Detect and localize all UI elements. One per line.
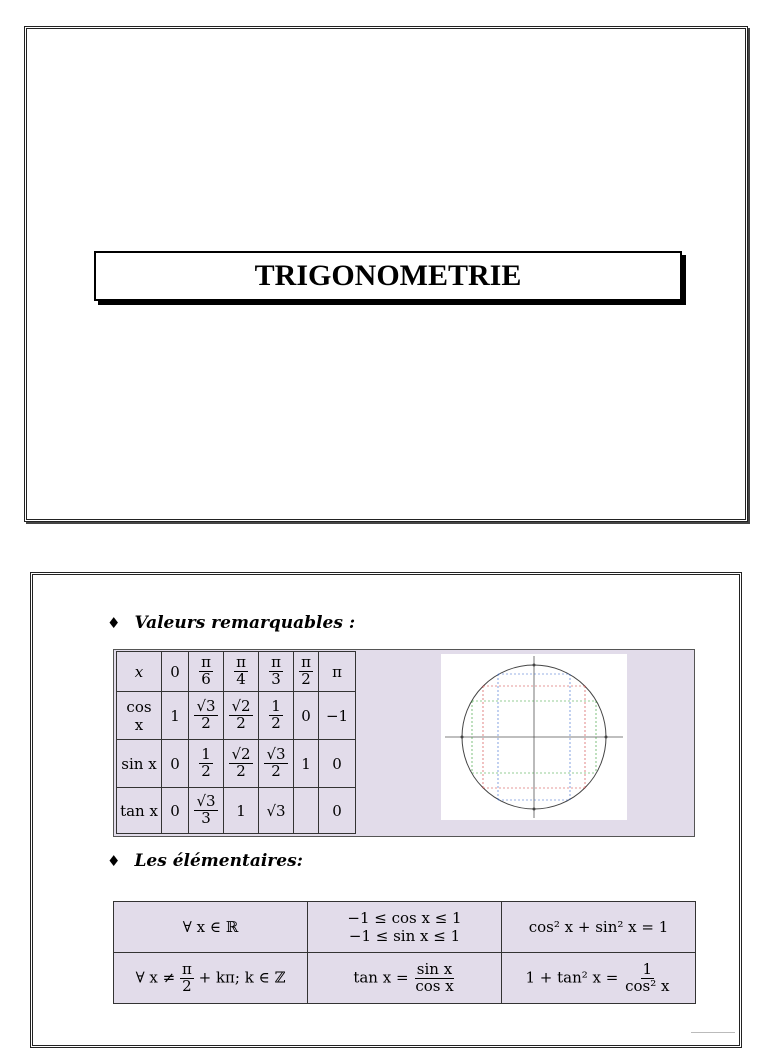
table-row <box>117 652 356 692</box>
table-cell: $\frac{1}{2}$ <box>189 740 224 788</box>
table-cell: $\frac{\pi}{4}$ <box>224 652 259 692</box>
table-cell: ∀ x ≠ $\frac{\pi}{2}$ + kπ; k ∈ ℤ <box>114 953 308 1004</box>
bound-sin: −1 ≤ sin x ≤ 1 <box>348 927 461 945</box>
diamond-bullet-icon: ♦ <box>107 852 121 870</box>
elementary-heading <box>107 851 303 871</box>
table-cell: $\frac{\pi}{6}$ <box>189 652 224 692</box>
table-row <box>114 953 696 1004</box>
table-cell: $\frac{√3}{2}$ <box>259 740 294 788</box>
unit-circle-figure <box>441 654 627 820</box>
corner-mark <box>691 1032 735 1043</box>
table-row <box>117 692 356 740</box>
table-cell <box>294 788 319 834</box>
title-page <box>24 26 748 522</box>
table-cell: 1 <box>162 692 189 740</box>
row-header-cos: cos x <box>117 692 162 740</box>
table-cell: $\frac{√3}{2}$ <box>189 692 224 740</box>
table-cell: π <box>319 652 356 692</box>
table-cell: 1 <box>224 788 259 834</box>
elementary-table <box>113 901 696 1004</box>
table-cell: tan x = $\frac{\text{sin x}}{\text{cos x}}$ <box>308 953 502 1004</box>
table-cell: 0 <box>294 692 319 740</box>
values-table <box>116 651 356 834</box>
table-cell: $\frac{√3}{3}$ <box>189 788 224 834</box>
table-cell <box>308 902 502 953</box>
table-cell: √3 <box>259 788 294 834</box>
table-cell: $\frac{√2}{2}$ <box>224 740 259 788</box>
page-title: TRIGONOMETRIE <box>254 259 522 292</box>
elementary-heading-text: Les élémentaires: <box>134 851 303 871</box>
table-cell: 1 <box>294 740 319 788</box>
row-header-sin: sin x <box>117 740 162 788</box>
table-cell: $\frac{\pi}{2}$ <box>294 652 319 692</box>
values-heading <box>107 613 355 633</box>
table-cell: 0 <box>162 788 189 834</box>
title-box <box>94 251 682 301</box>
table-row <box>117 788 356 834</box>
table-cell: ∀ x ∈ ℝ <box>114 902 308 953</box>
values-heading-text: Valeurs remarquables : <box>134 613 356 633</box>
table-cell: 0 <box>319 788 356 834</box>
table-cell: 0 <box>162 652 189 692</box>
table-cell: cos² x + sin² x = 1 <box>502 902 696 953</box>
bound-cos: −1 ≤ cos x ≤ 1 <box>347 909 462 927</box>
table-cell: 0 <box>162 740 189 788</box>
row-header-x: x <box>117 652 162 692</box>
table-row <box>117 740 356 788</box>
diamond-bullet-icon: ♦ <box>107 614 121 632</box>
content-page <box>30 572 742 1048</box>
table-cell: $\frac{\pi}{3}$ <box>259 652 294 692</box>
table-cell: 0 <box>319 740 356 788</box>
table-cell: 1 + tan² x = $\frac{1}{\text{cos² x}}$ <box>502 953 696 1004</box>
row-header-tan: tan x <box>117 788 162 834</box>
table-row <box>114 902 696 953</box>
values-panel <box>113 649 695 837</box>
table-cell: $\frac{√2}{2}$ <box>224 692 259 740</box>
table-cell: −1 <box>319 692 356 740</box>
table-cell: $\frac{1}{2}$ <box>259 692 294 740</box>
